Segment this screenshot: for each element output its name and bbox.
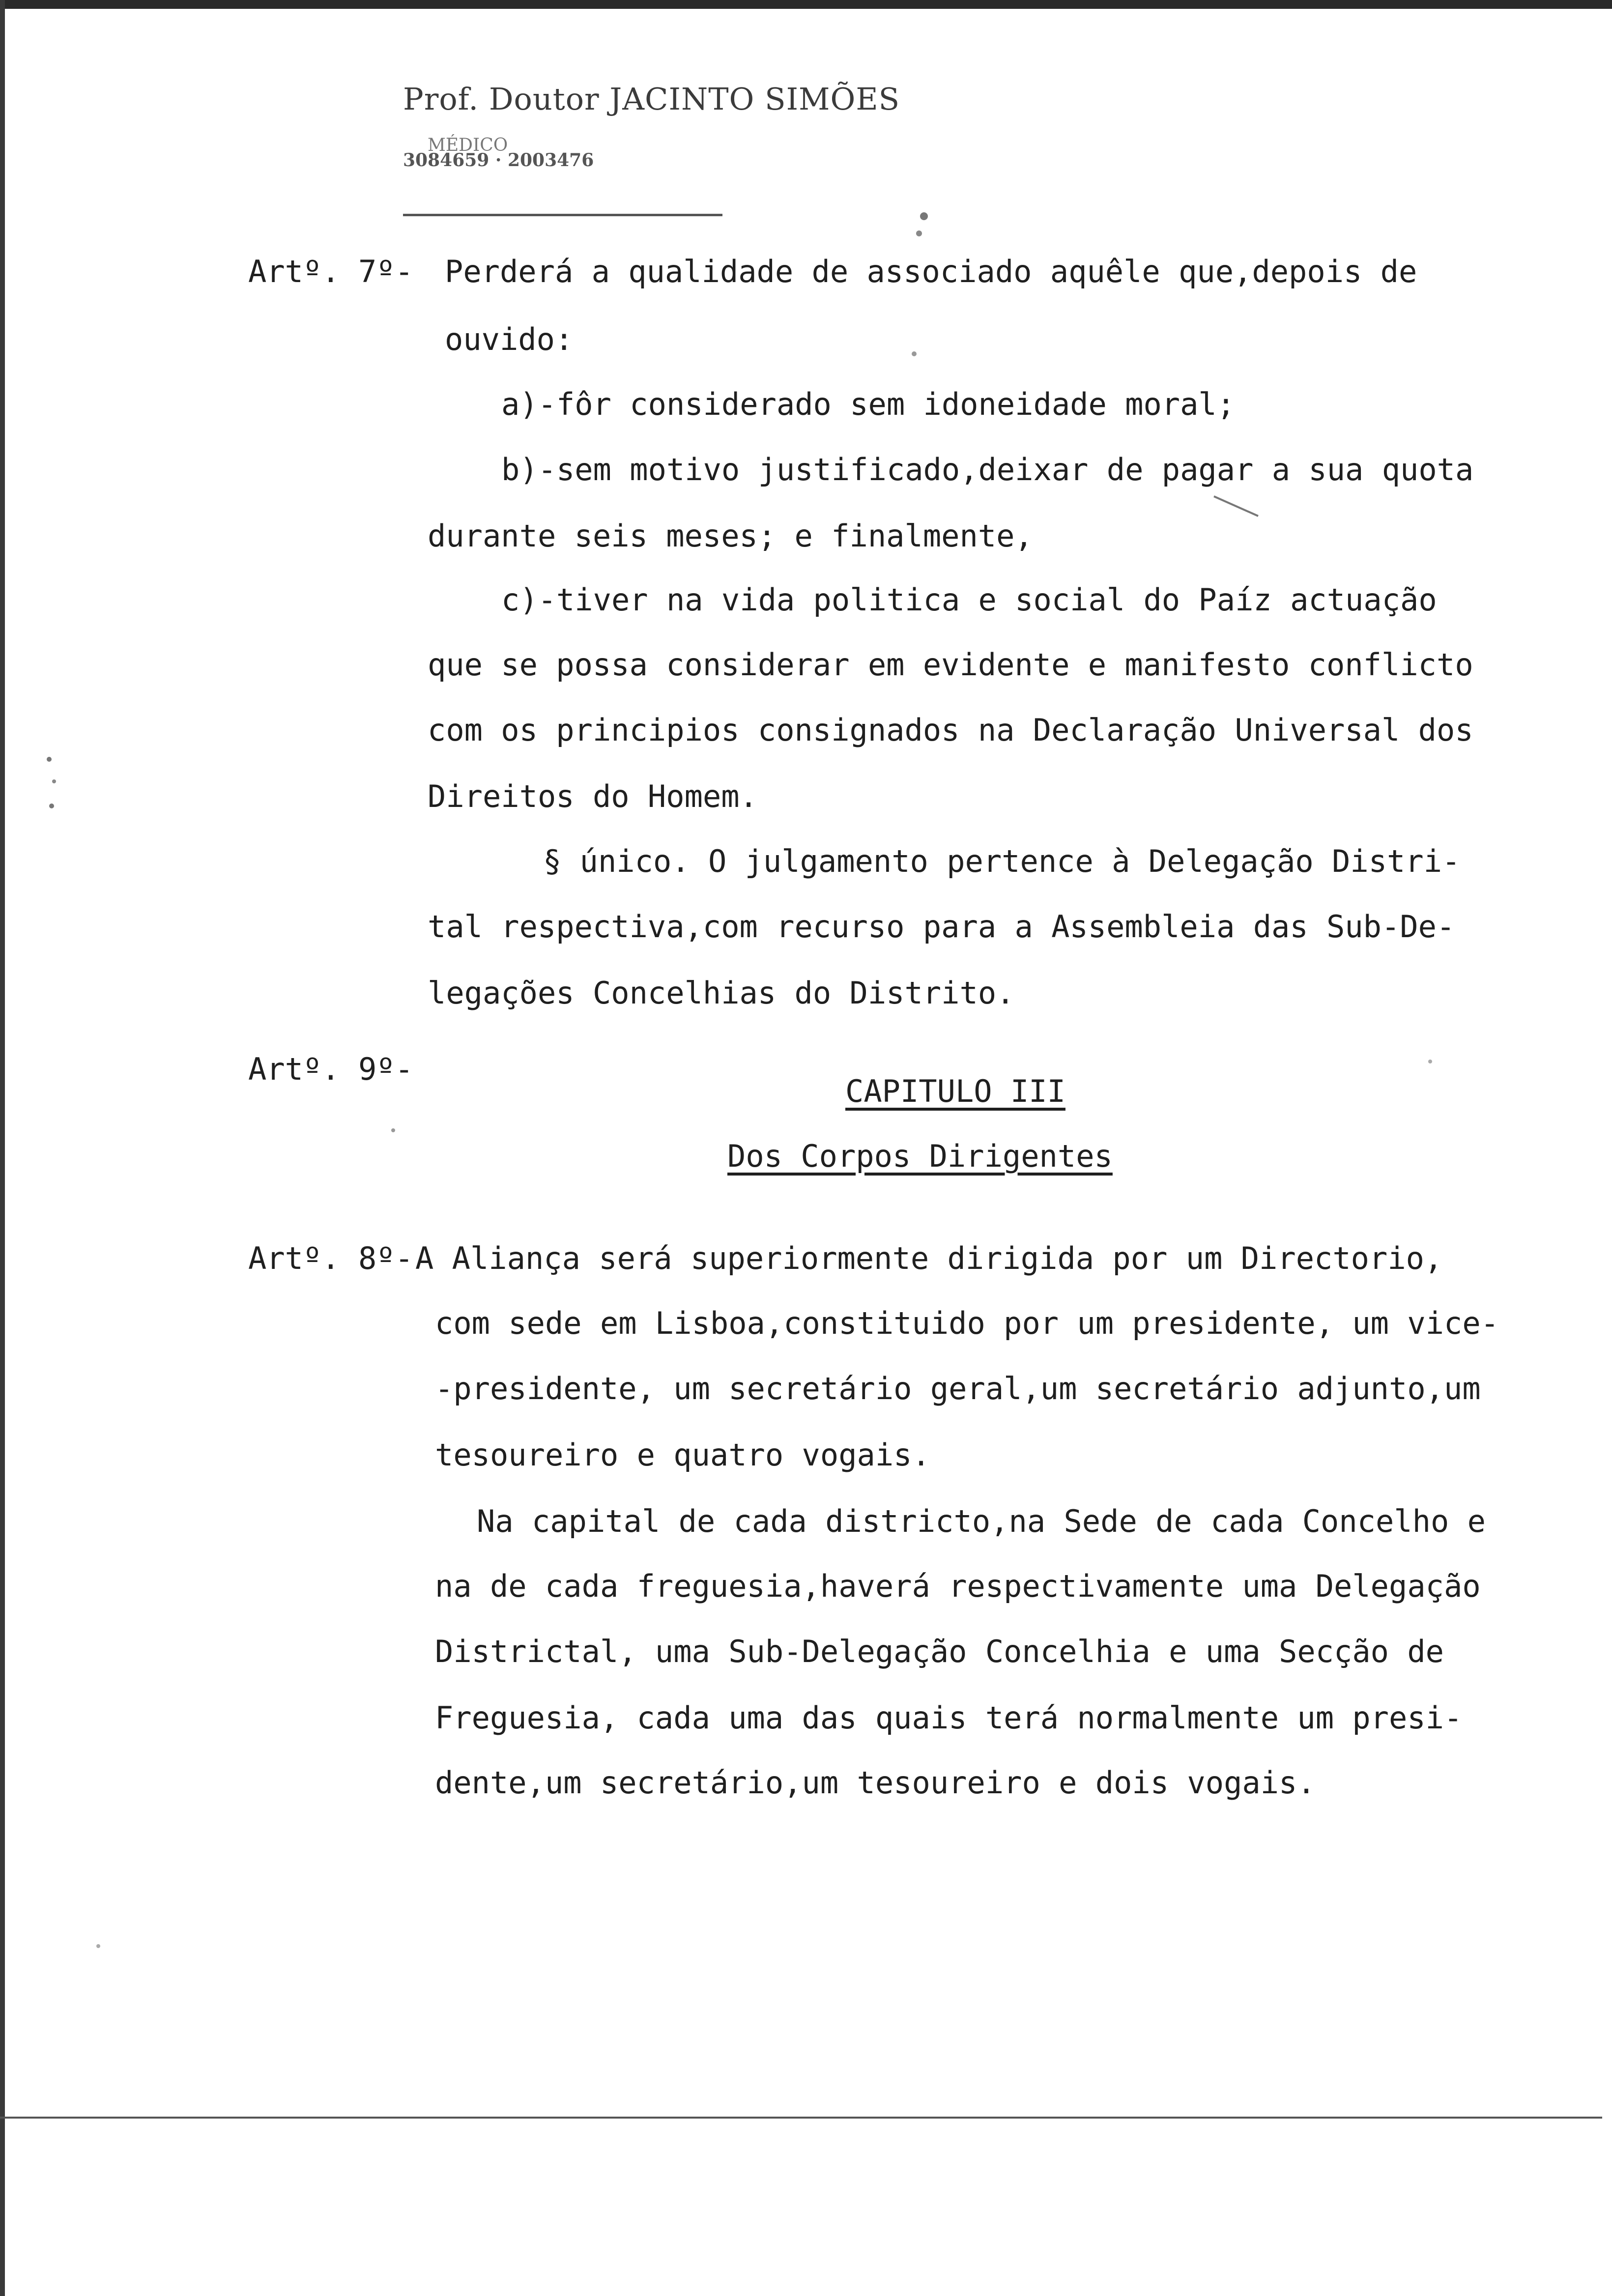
article-7-label: Artº. 7º- xyxy=(248,254,413,289)
article-7-item-c: c)-tiver na vida politica e social do Paíz actuação xyxy=(501,582,1437,618)
stamp-numbers: 3084659 · 2003476 xyxy=(403,150,594,171)
article-8-line: tesoureiro e quatro vogais. xyxy=(435,1437,930,1473)
article-7-line: Perderá a qualidade de associado aquêle que,depois de xyxy=(445,254,1417,289)
article-7-paragraph: § único. O julgamento pertence à Delegação Distri- xyxy=(543,843,1461,879)
article-7-line: ouvido: xyxy=(445,321,574,357)
article-8-line: com sede em Lisboa,constituido por um presidente, um vice- xyxy=(435,1305,1499,1341)
article-8-paragraph: Districtal, uma Sub-Delegação Concelhia e uma Secção de xyxy=(435,1634,1444,1669)
article-7-item-b: b)-sem motivo justificado,deixar de pagar a sua quota xyxy=(501,452,1474,488)
article-8-line: A Aliança será superiormente dirigida por um Directorio, xyxy=(415,1240,1443,1276)
article-8-paragraph: dente,um secretário,um tesoureiro e dois vogais. xyxy=(435,1765,1316,1801)
article-7-item-a: a)-fôr considerado sem idoneidade moral; xyxy=(501,386,1236,422)
article-8-paragraph: na de cada freguesia,haverá respectivamente uma Delegação xyxy=(435,1568,1481,1604)
article-8-line: -presidente, um secretário geral,um secretário adjunto,um xyxy=(435,1371,1481,1406)
chapter-title: CAPITULO III xyxy=(845,1073,1065,1109)
article-7-item-c: que se possa considerar em evidente e manifesto conflicto xyxy=(428,647,1473,683)
article-7-item-c: Direitos do Homem. xyxy=(428,778,758,814)
article-8-label: Artº. 8º- xyxy=(248,1240,413,1276)
stamp-title: MÉDICO xyxy=(428,135,508,155)
article-7-paragraph: legações Concelhias do Distrito. xyxy=(428,975,1015,1011)
article-7-paragraph: tal respectiva,com recurso para a Assembleia das Sub-De- xyxy=(428,909,1455,945)
chapter-subtitle: Dos Corpos Dirigentes xyxy=(727,1138,1113,1174)
stamp-name: Prof. Doutor JACINTO SIMÕES xyxy=(403,81,900,117)
article-7-item-b: durante seis meses; e finalmente, xyxy=(428,518,1033,554)
article-9-label: Artº. 9º- xyxy=(248,1051,413,1087)
article-8-paragraph: Freguesia, cada uma das quais terá normalmente um presi- xyxy=(435,1700,1463,1736)
article-8-paragraph: Na capital de cada districto,na Sede de cada Concelho e xyxy=(477,1503,1486,1539)
article-7-item-c: com os principios consignados na Declaração Universal dos xyxy=(428,712,1473,748)
